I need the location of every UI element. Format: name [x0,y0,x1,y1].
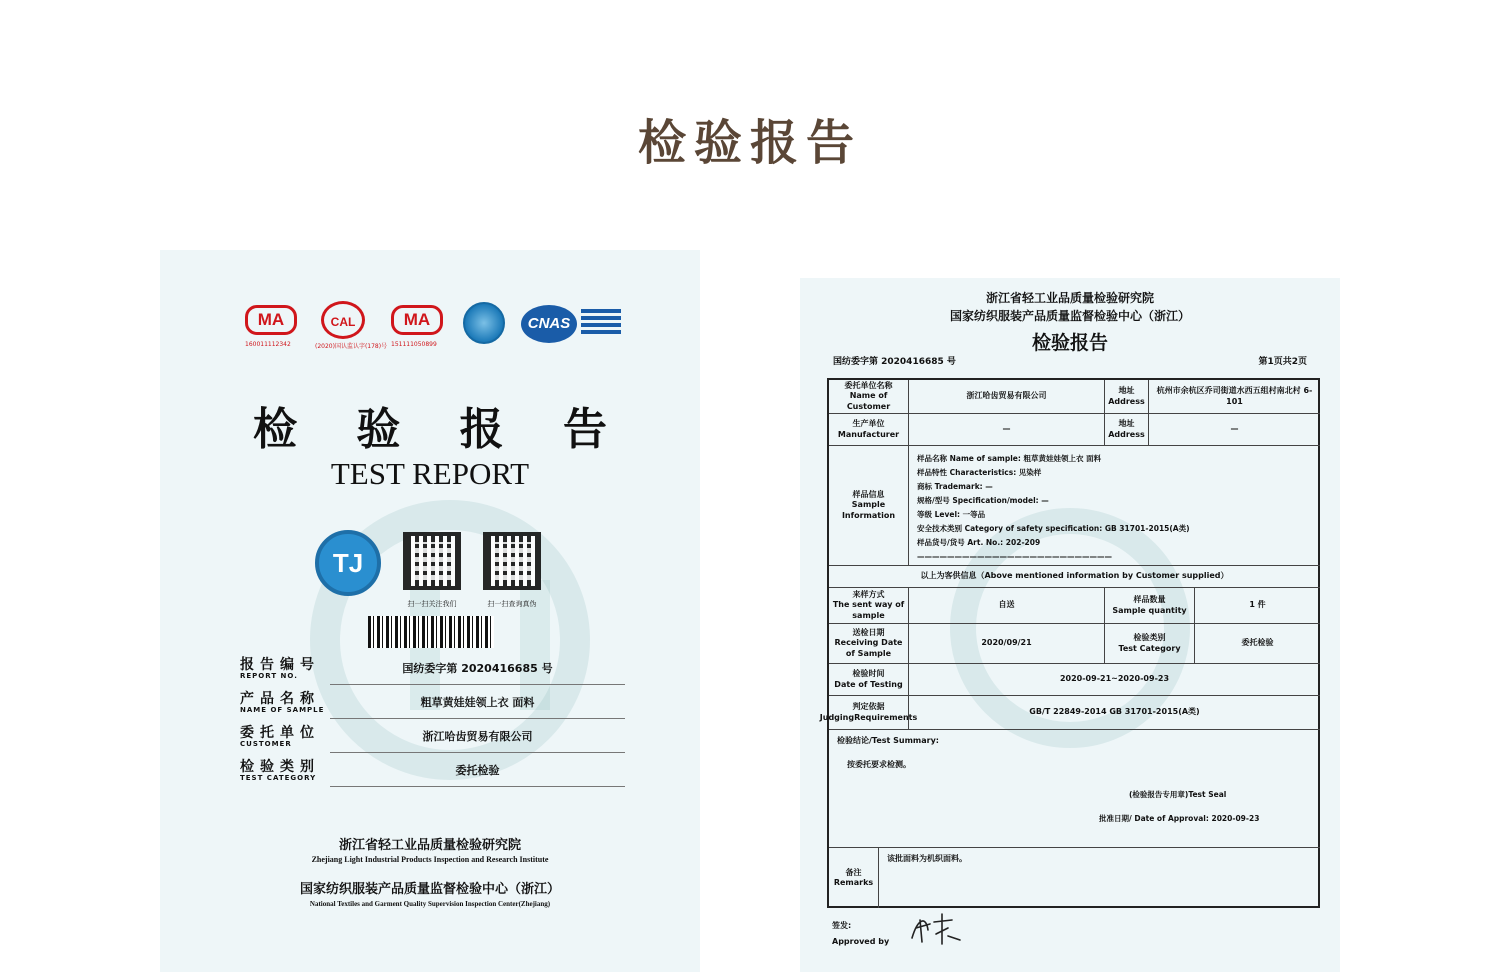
test-report-cover [160,250,700,972]
sample-info-label: 样品信息 Sample Information [829,446,909,566]
report-number-value: 国纺委字第 2020416685 号 [330,660,625,685]
cover-title: 检 验 报 告 [253,404,629,455]
approval-date: 批准日期/ Date of Approval: 2020-09-23 [1099,814,1260,823]
cnas-icon: CNAS [521,305,621,343]
customer-value: 浙江哈齿贸易有限公司 [330,728,625,753]
test-seal-label: (检验报告专用章)Test Seal [1129,790,1227,799]
sample-name-value: 粗草黄娃娃领上衣 面料 [330,694,625,719]
logo-number: 151111050899 [391,341,437,348]
cma-icon: MA [245,305,297,335]
institute-name-english: Zhejiang Light Industrial Products Inspection and Research Institute [311,855,549,864]
remarks-value: 该批面料为机织面料。 [887,854,967,863]
sent-way-label: 来样方式 The sent way of sample [829,588,909,624]
sample-line: 商标 Trademark: — [917,482,993,491]
qr-code-icon[interactable] [403,532,461,590]
receiving-date-label: 送检日期 Receiving Date of Sample [829,624,909,664]
field-sample-name: 产品名称 NAME OF SAMPLE 粗草黄娃娃领上衣 面料 [240,686,625,720]
address2-label: 地址 Address [1105,414,1149,446]
manufacturer-value: — [909,414,1105,446]
remarks-label: 备注 Remarks [829,848,879,908]
report-center: 国家纺织服装产品质量监督检验中心（浙江） [949,309,1190,323]
sample-line: 样品名称 Name of sample: 粗草黄娃娃领上衣 面料 [917,454,1102,463]
test-category-value: 委托检验 [1195,624,1320,664]
judging-value: GB/T 22849-2014 GB 31701-2015(A类) [909,696,1320,730]
test-report-page [800,278,1340,972]
sample-line: 等级 Level: 一等品 [917,510,986,519]
sample-line: 规格/型号 Specification/model: — [917,496,1049,505]
qr-caption: 扫一扫关注我们 [407,600,457,608]
judging-label: 判定依据 JudgingRequirements [829,696,909,730]
page-heading: 检验报告 [637,115,862,171]
sent-way-value: 自送 [909,588,1105,624]
cal-icon: CAL [321,301,365,339]
summary-value: 按委托要求检测。 [847,760,911,770]
customer-value: 浙江哈齿贸易有限公司 [909,380,1105,414]
sample-line: 样品特性 Characteristics: 见染样 [917,468,1042,477]
logo-number: (2020)国认监认字(178)号 [315,343,388,350]
report-institute: 浙江省轻工业品质量检验研究院 [985,291,1154,305]
qr-code-icon[interactable] [483,532,541,590]
cma-icon: MA [391,305,443,335]
address-label: 地址 Address [1105,380,1149,414]
manufacturer-label: 生产单位 Manufacturer [829,414,909,446]
address2-value: — [1149,414,1320,446]
report-table [819,378,1320,908]
sample-line: —————————————————————————— [917,552,1112,561]
qr-caption: 扫一扫查询真伪 [487,600,537,608]
field-report-no: 报告编号 REPORT NO. 国纺委字第 2020416685 号 [240,652,625,686]
field-customer: 委托单位 CUSTOMER 浙江哈齿贸易有限公司 [240,720,625,754]
customer-label: 委托单位名称 Name of Customer [829,380,909,414]
summary-box [829,730,1320,848]
customer-supplied-note: 以上为客供信息（Above mentioned information by Customer supplied） [829,566,1320,588]
testing-date-value: 2020-09-21~2020-09-23 [909,664,1320,696]
test-category-label: 检验类别 Test Category [1105,624,1195,664]
summary-label: 检验结论/Test Summary: [837,736,939,745]
approved-by-label: 签发: Approved by [832,921,890,946]
testing-date-label: 检验时间 Date of Testing [829,664,909,696]
page-info: 第1页共2页 [1258,357,1307,367]
receiving-date-value: 2020/09/21 [909,624,1105,664]
globe-icon [463,302,505,344]
cover-title-english: TEST REPORT [330,456,530,491]
address-value: 杭州市余杭区乔司街道水西五组村南北村 6-101 [1149,380,1320,414]
sample-line: 安全技术类别 Category of safety specification: GB 31701-2015(A类) [917,524,1190,533]
institute-seal-icon: TJ [315,530,381,596]
test-category-value: 委托检验 [330,762,625,787]
signature-image [908,910,964,946]
sample-quantity-label: 样品数量 Sample quantity [1105,588,1195,624]
cover-fields [240,652,625,788]
report-number: 国纺委字第 2020416685 号 [833,357,956,367]
barcode-icon [368,616,494,648]
center-name-english: National Textiles and Garment Quality Supervision Inspection Center(Zhejiang) [309,900,551,908]
logo-number: 160011112342 [245,341,291,348]
sample-info-box [909,446,1320,566]
sample-line: 样品货号/货号 Art. No.: 202-209 [917,538,1041,547]
certification-logos [245,305,625,355]
center-name: 国家纺织服装产品质量监督检验中心（浙江） [299,882,560,897]
field-test-category: 检验类别 TEST CATEGORY 委托检验 [240,754,625,788]
institute-name: 浙江省轻工业品质量检验研究院 [338,838,521,853]
sample-quantity-value: 1 件 [1195,588,1320,624]
report-title: 检验报告 [1031,332,1108,354]
